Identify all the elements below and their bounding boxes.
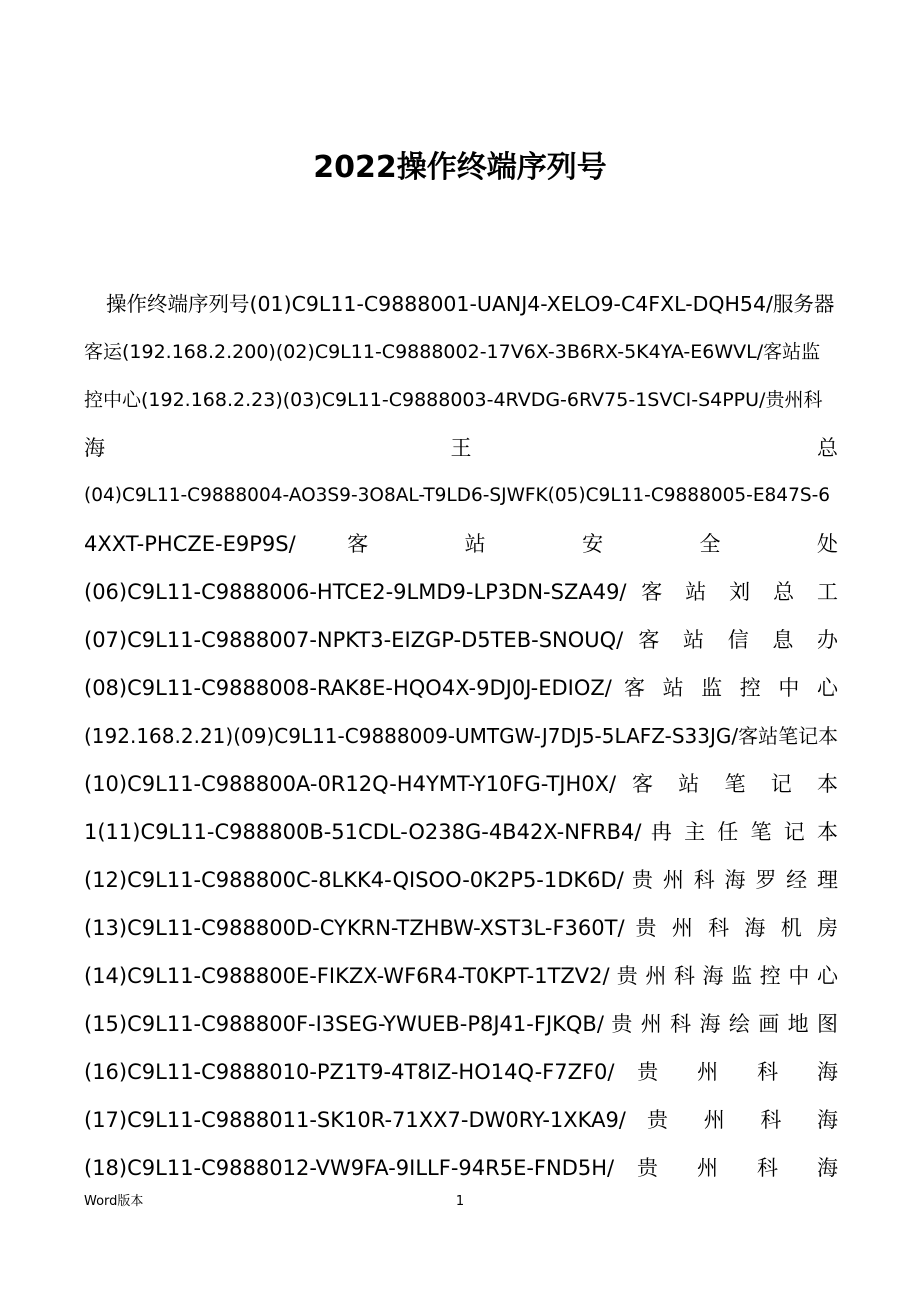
body-line: 1(11)C9L11-C988800B-51CDL-O238G-4B42X-NFRB4/ 冉 主 任 笔 记 本 [84, 820, 838, 844]
body-line: (08)C9L11-C9888008-RAK8E-HQO4X-9DJ0J-EDIOZ/ 客 站 监 控 中 心 [84, 676, 838, 700]
body-line: (04)C9L11-C9888004-AO3S9-3O8AL-T9LD6-SJWFK(05)C9L11-C9888005-E847S-6 [84, 485, 831, 506]
page-number: 1 [455, 1194, 465, 1209]
body-line: 客运(192.168.2.200)(02)C9L11-C9888002-17V6X-3B6RX-5K4YA-E6WVL/客站监 [84, 341, 821, 363]
body-line: 操作终端序列号(01)C9L11-C9888001-UANJ4-XELO9-C4FXL-DQH54/服务器 [106, 292, 835, 316]
body-line: (10)C9L11-C988800A-0R12Q-H4YMT-Y10FG-TJH0X/ 客 站 笔 记 本 [84, 772, 838, 796]
body-line: (18)C9L11-C9888012-VW9FA-9ILLF-94R5E-FND5H/ 贵 州 科 海 [84, 1156, 838, 1180]
body-line: (15)C9L11-C988800F-I3SEG-YWUEB-P8J41-FJKQB/ 贵 州 科 海 绘 画 地 图 [84, 1012, 838, 1036]
body-line: 海 王 总 [84, 436, 838, 460]
body-line: 控中心(192.168.2.23)(03)C9L11-C9888003-4RVDG-6RV75-1SVCI-S4PPU/贵州科 [84, 389, 823, 411]
body-line: (13)C9L11-C988800D-CYKRN-TZHBW-XST3L-F360T/ 贵 州 科 海 机 房 [84, 916, 838, 940]
body-line: (16)C9L11-C9888010-PZ1T9-4T8IZ-HO14Q-F7ZF0/ 贵 州 科 海 [84, 1060, 838, 1084]
page-title: 2022操作终端序列号 [313, 150, 607, 185]
body-line: 4XXT-PHCZE-E9P9S/ 客 站 安 全 处 [84, 532, 838, 556]
body-line: (06)C9L11-C9888006-HTCE2-9LMD9-LP3DN-SZA49/ 客 站 刘 总 工 [84, 580, 838, 604]
body-line: (07)C9L11-C9888007-NPKT3-EIZGP-D5TEB-SNOUQ/ 客 站 信 息 办 [84, 628, 838, 652]
body-line: (12)C9L11-C988800C-8LKK4-QISOO-0K2P5-1DK6D/ 贵 州 科 海 罗 经 理 [84, 868, 838, 892]
body-line: (192.168.2.21)(09)C9L11-C9888009-UMTGW-J7DJ5-5LAFZ-S33JG/客站笔记本 [84, 724, 838, 748]
body-line: (17)C9L11-C9888011-SK10R-71XX7-DW0RY-1XKA9/ 贵 州 科 海 [84, 1108, 838, 1132]
footer-label: Word版本 [84, 1194, 144, 1209]
body-line: (14)C9L11-C988800E-FIKZX-WF6R4-T0KPT-1TZV2/ 贵 州 科 海 监 控 中 心 [84, 964, 838, 988]
